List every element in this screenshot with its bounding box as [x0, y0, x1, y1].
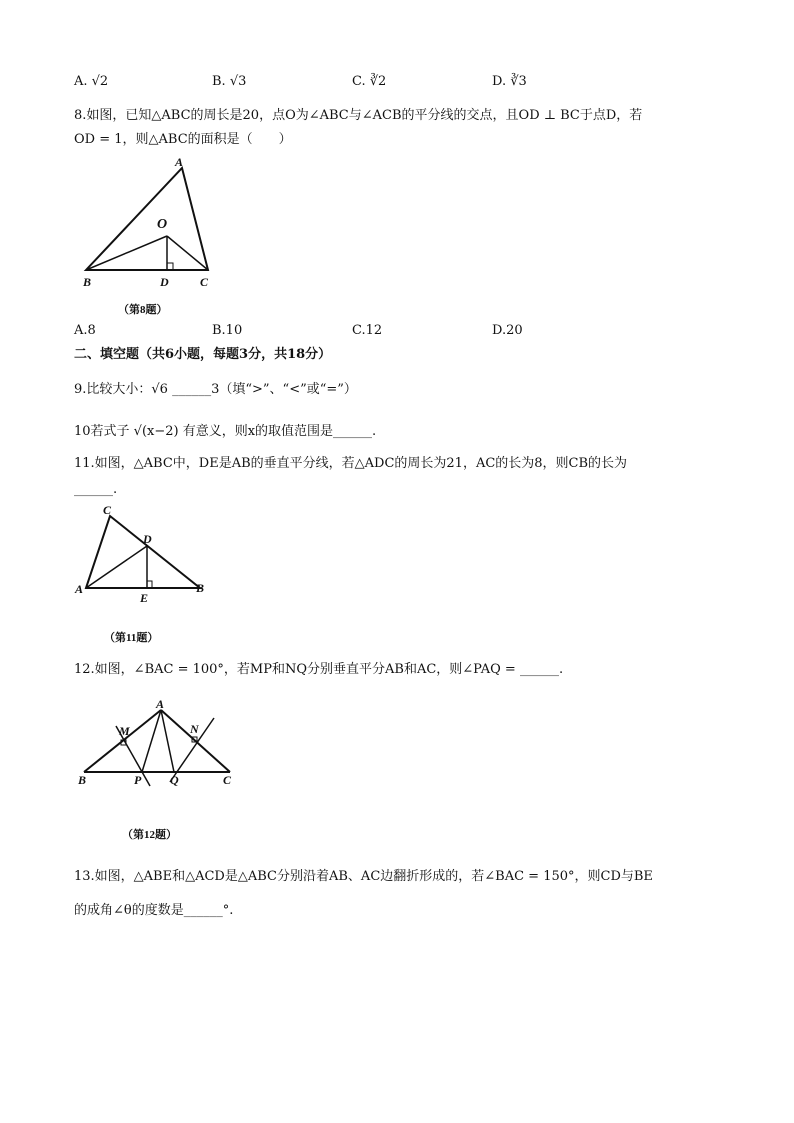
q12-label-q: Q [170, 773, 179, 787]
q8-label-d: D [160, 275, 169, 289]
q7-option-d: D. ∛3 [492, 74, 527, 89]
q11-caption: （第11题） [104, 632, 159, 644]
q8-option-b: B.10 [212, 323, 243, 338]
q9-text: 9.比较大小：√6 ______3（填“>”、“<”或“=”） [74, 382, 357, 397]
q8-caption: （第8题） [118, 304, 168, 316]
q8-option-a: A.8 [74, 323, 96, 338]
q12-text: 12.如图，∠BAC = 100°，若MP和NQ分别垂直平分AB和AC，则∠PAQ = ______. [74, 662, 564, 677]
q11-triangle [86, 516, 200, 588]
q12-segment-ap [142, 710, 161, 772]
q8-label-o: O [157, 217, 168, 232]
q8-option-c: C.12 [352, 323, 383, 338]
q11-figure [72, 504, 222, 608]
q13-text-line1: 13.如图，△ABE和△ACD是△ABC分别沿着AB、AC边翻折形成的，若∠BAC = 150°，则CD与BE [74, 869, 653, 884]
q10-text: 10若式子 √(x−2) 有意义，则x的取值范围是______. [74, 424, 377, 439]
q11-label-a: A [75, 582, 84, 596]
q11-label-c: C [103, 504, 112, 517]
q12-label-b: B [78, 773, 87, 787]
q12-side-ab [84, 710, 161, 772]
q8-text-line1: 8.如图，已知△ABC的周长是20，点O为∠ABC与∠ACB的平分线的交点，且OD ⊥ BC于点D，若 [74, 108, 643, 123]
q12-label-m: M [119, 724, 130, 738]
section-heading-fill-in: 二、填空题（共6小题，每题3分，共18分） [74, 347, 332, 362]
q13-text-line2: 的成角∠θ的度数是______°. [74, 903, 234, 918]
q8-label-c: C [200, 275, 209, 289]
q7-option-b: B. √3 [212, 74, 247, 89]
q12-label-n: N [190, 722, 199, 736]
q11-ad-segment [86, 546, 147, 588]
q8-label-b: B [83, 275, 92, 289]
q12-caption: （第12题） [122, 829, 177, 841]
q12-label-a: A [156, 698, 165, 711]
q11-text-line2: ______. [74, 482, 118, 497]
q11-label-b: B [196, 581, 205, 595]
q8-text-line2: OD = 1，则△ABC的面积是（ ） [74, 132, 292, 147]
q8-bo-segment [86, 236, 167, 270]
q7-option-c: C. ∛2 [352, 74, 387, 89]
q12-label-p: P [134, 773, 142, 787]
q12-figure [72, 698, 242, 790]
q12-label-c: C [223, 773, 232, 787]
q8-figure [74, 152, 234, 292]
q8-option-d: D.20 [492, 323, 523, 338]
q11-text-line1: 11.如图，△ABC中，DE是AB的垂直平分线，若△ADC的周长为21，AC的长为8，则CB的长为 [74, 456, 628, 471]
q11-label-e: E [140, 591, 149, 605]
q8-label-a: A [175, 155, 184, 169]
q11-label-d: D [143, 532, 152, 546]
q7-option-a: A. √2 [74, 74, 109, 89]
q8-right-angle-mark [167, 263, 173, 270]
